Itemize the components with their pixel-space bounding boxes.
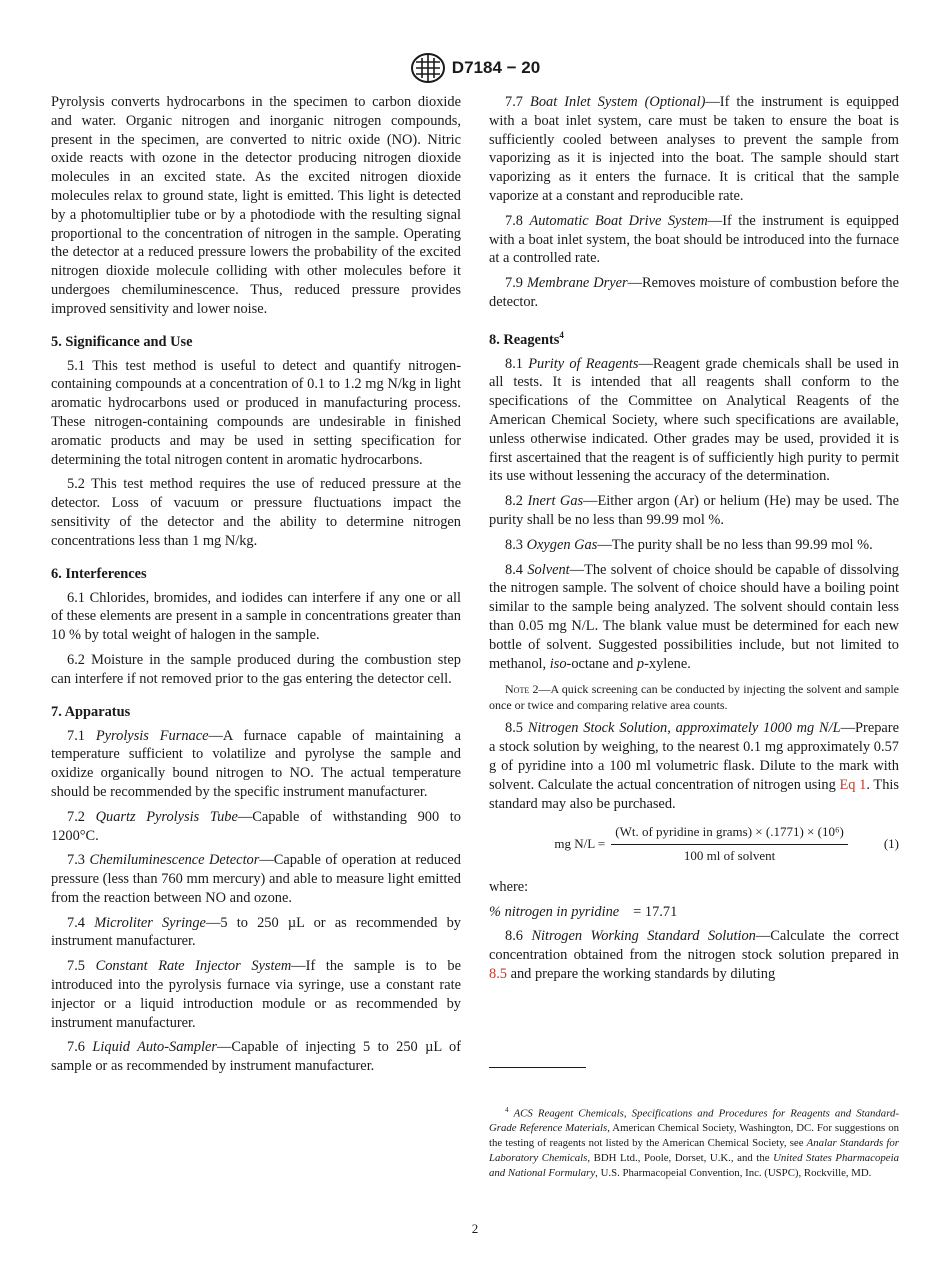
equation-number: (1) xyxy=(883,836,899,852)
paragraph-8-6: 8.6 Nitrogen Working Standard Solution—Calculate the correct concentration obtained from the nitrogen stock solution prepared in 8.5 and prepare the working standards by diluting xyxy=(489,928,899,983)
paragraph-7-2: 7.2 Quartz Pyrolysis Tube—Capable of withstanding 900 to 1200°C. xyxy=(51,808,461,844)
left-column xyxy=(51,93,461,1082)
paragraph-7-3: 7.3 Chemiluminescence Detector—Capable of operation at reduced pressure (less than 760 mm mercury) and able to measure light emitted from the reaction between NO and ozone. xyxy=(51,852,461,906)
paragraph-7-1: 7.1 Pyrolysis Furnace—A furnace capable of maintaining a temperature sufficient to volatilize and pyrolyse the sample and oxidize organically bound nitrogen to NO. The actual temperature should be recommended by the specific instrument manufacturer. xyxy=(51,727,462,800)
page-header xyxy=(0,52,950,89)
note-2: Note 2—A quick screening can be conducted by injecting the solvent and sample once or twice and comparing relative area counts. xyxy=(489,682,900,713)
paragraph-8-5: 8.5 Nitrogen Stock Solution, approximately 1000 mg N/L—Prepare a stock solution by weighing, to the nearest 0.1 mg approximately 0.57 g of pyridine into a 100 ml volumetric flask. Dilute to the mark with solvent. Calculate the actual concentration of nitrogen using Eq 1. This standard may also be purchased. xyxy=(489,720,899,812)
equation-fraction xyxy=(611,823,848,866)
equation-denominator: 100 ml of solvent xyxy=(683,848,776,864)
section-8-5-link[interactable]: 8.5 xyxy=(489,966,507,983)
paragraph-8-1: 8.1 Purity of Reagents—Reagent grade chemicals shall be used in all tests. It is intended that all reagents shall conform to the specifications of the Committee on Analytical Reagents of the American Chemical Society, where such specifications are available, unless otherwise indicated. Other grades may be used, provided it is first ascertained that the reagent is of sufficiently high purity to permit its use without lessening the accuracy of the determination. xyxy=(489,355,900,485)
paragraph-6-1: 6.1 Chlorides, bromides, and iodides can interfere if any one or all of these elements are present in a sample in concentrations greater than 10 % by total weight of halogen in the sample. xyxy=(51,589,461,644)
paragraph-6-2: 6.2 Moisture in the sample produced during the combustion step can interfere if not removed prior to the gas entering the detector cell. xyxy=(51,651,461,687)
document-number: D7184 − 20 xyxy=(451,58,541,77)
astm-logo-icon xyxy=(410,52,446,84)
section-5-heading: 5. Significance and Use xyxy=(51,333,193,350)
paragraph-8-4: 8.4 Solvent—The solvent of choice should be capable of dissolving the nitrogen sample. The solvent of choice should have a boiling point similar to the sample being analyzed. The solvent should contain less than 0.05 mg N/L. The blank value must be determined for each new bottle of solvent. Suggested possibilities include, but not limited to methanol, iso-octane and p-xylene. xyxy=(489,561,899,672)
section-6-heading: 6. Interferences xyxy=(51,565,147,582)
where-label: where: xyxy=(489,878,529,895)
paragraph-7-5: 7.5 Constant Rate Injector System—If the sample is to be introduced into the pyrolysis furnace via syringe, use a constant rate injector or a liquid introduction module or as recommended by instrument manufacturer. xyxy=(51,958,461,1031)
equation-lhs: mg N/L = xyxy=(554,836,606,852)
where-value: = 17.71 xyxy=(633,903,678,920)
paragraph-7-6: 7.6 Liquid Auto-Sampler—Capable of injecting 5 to 250 µL of sample or as recommended by instrument manufacturer. xyxy=(51,1039,461,1075)
section-8-heading: 8. Reagents$^4$ xyxy=(489,329,564,348)
footnote-separator xyxy=(489,1067,586,1068)
paragraph-5-2: 5.2 This test method requires the use of reduced pressure at the detector. Loss of vacuum or pressure fluctuations impact the sensitivity of the detector and the ability to determine nitrogen concentrations less than 1 mg N/kg. xyxy=(51,476,461,549)
paragraph-8-2: 8.2 Inert Gas—Either argon (Ar) or helium (He) may be used. The purity shall be no less than 99.99 mol %. xyxy=(489,493,899,528)
paragraph-8-3: 8.3 Oxygen Gas—The purity shall be no less than 99.99 mol %. xyxy=(505,536,873,553)
paragraph-7-7: 7.7 Boat Inlet System (Optional)—If the instrument is equipped with a boat inlet system, care must be taken to ensure the boat is sufficiently cooled between analyses to prevent the sample from vaporizing as it is injected into the boat. The sample should start vaporizing as it enters the furnace. It is critical that the sample vaporize at a constant and reproducible rate. xyxy=(489,94,899,204)
equation-1-link[interactable]: Eq 1 xyxy=(839,776,867,793)
intro-paragraph: Pyrolysis converts hydrocarbons in the specimen to carbon dioxide and water. Organic nitrogen and inorganic nitrogen compounds, present in the specimen, are converted to nitric oxide (NO). Nitric oxide reacts with ozone in the detector producing nitrogen dioxide molecules in an excited state. As the excited nitrogen dioxide molecules relax to ground state, light is emitted. This light is detected by a photomultiplier tube or by a photodiode with the resulting signal proportional to the concentration of nitrogen in the sample. Operating the detector at a reduced pressure lowers the probability of the excited nitrogen dioxide molecule colliding with other molecules before it undergoes chemiluminescence. Thus, reduced pressure provides improved sensitivity and lower noise. xyxy=(51,94,461,317)
where-definition xyxy=(489,903,899,922)
paragraph-7-9: 7.9 Membrane Dryer—Removes moisture of combustion before the detector. xyxy=(489,275,899,310)
section-7-heading: 7. Apparatus xyxy=(51,703,131,720)
paragraph-5-1: 5.1 This test method is useful to detect and quantify nitrogen-containing compounds at a concentration of 0.1 to 1.2 mg N/kg in light aromatic hydrocarbons used or produced in manufacturing process. These nitrogen-containing compounds are undesirable in finished aromatic products and may be used in setting specification for determining the total nitrogen content in aromatic hydrocarbons. xyxy=(51,357,461,468)
equation-numerator: (Wt. of pyridine in grams) × (.1771) × (10⁶) xyxy=(611,823,848,845)
paragraph-7-8: 7.8 Automatic Boat Drive System—If the instrument is equipped with a boat inlet system, the boat should be introduced into the furnace at a controlled rate. xyxy=(489,212,899,267)
equation-1 xyxy=(489,823,899,866)
where-term: % nitrogen in pyridine xyxy=(489,903,620,920)
paragraph-7-4: 7.4 Microliter Syringe—5 to 250 µL or as recommended by instrument manufacturer. xyxy=(51,914,461,950)
page-number: 2 xyxy=(471,1221,479,1236)
footnote-4: $^4$ ACS Reagent Chemicals, Specifications and Procedures for Reagents and Standard-Grade Reference Materials, American Chemical Society, Washington, DC. For suggestions on the testing of reagents not listed by the American Chemical Society, see Analar Standards for Laboratory Chemicals, BDH Ltd., Poole, Dorset, U.K., and the United States Pharmacopeia and National Formulary, U.S. Pharmacopeial Convention, Inc. (USPC), Rockville, MD. xyxy=(489,1106,900,1179)
right-column xyxy=(489,93,899,990)
